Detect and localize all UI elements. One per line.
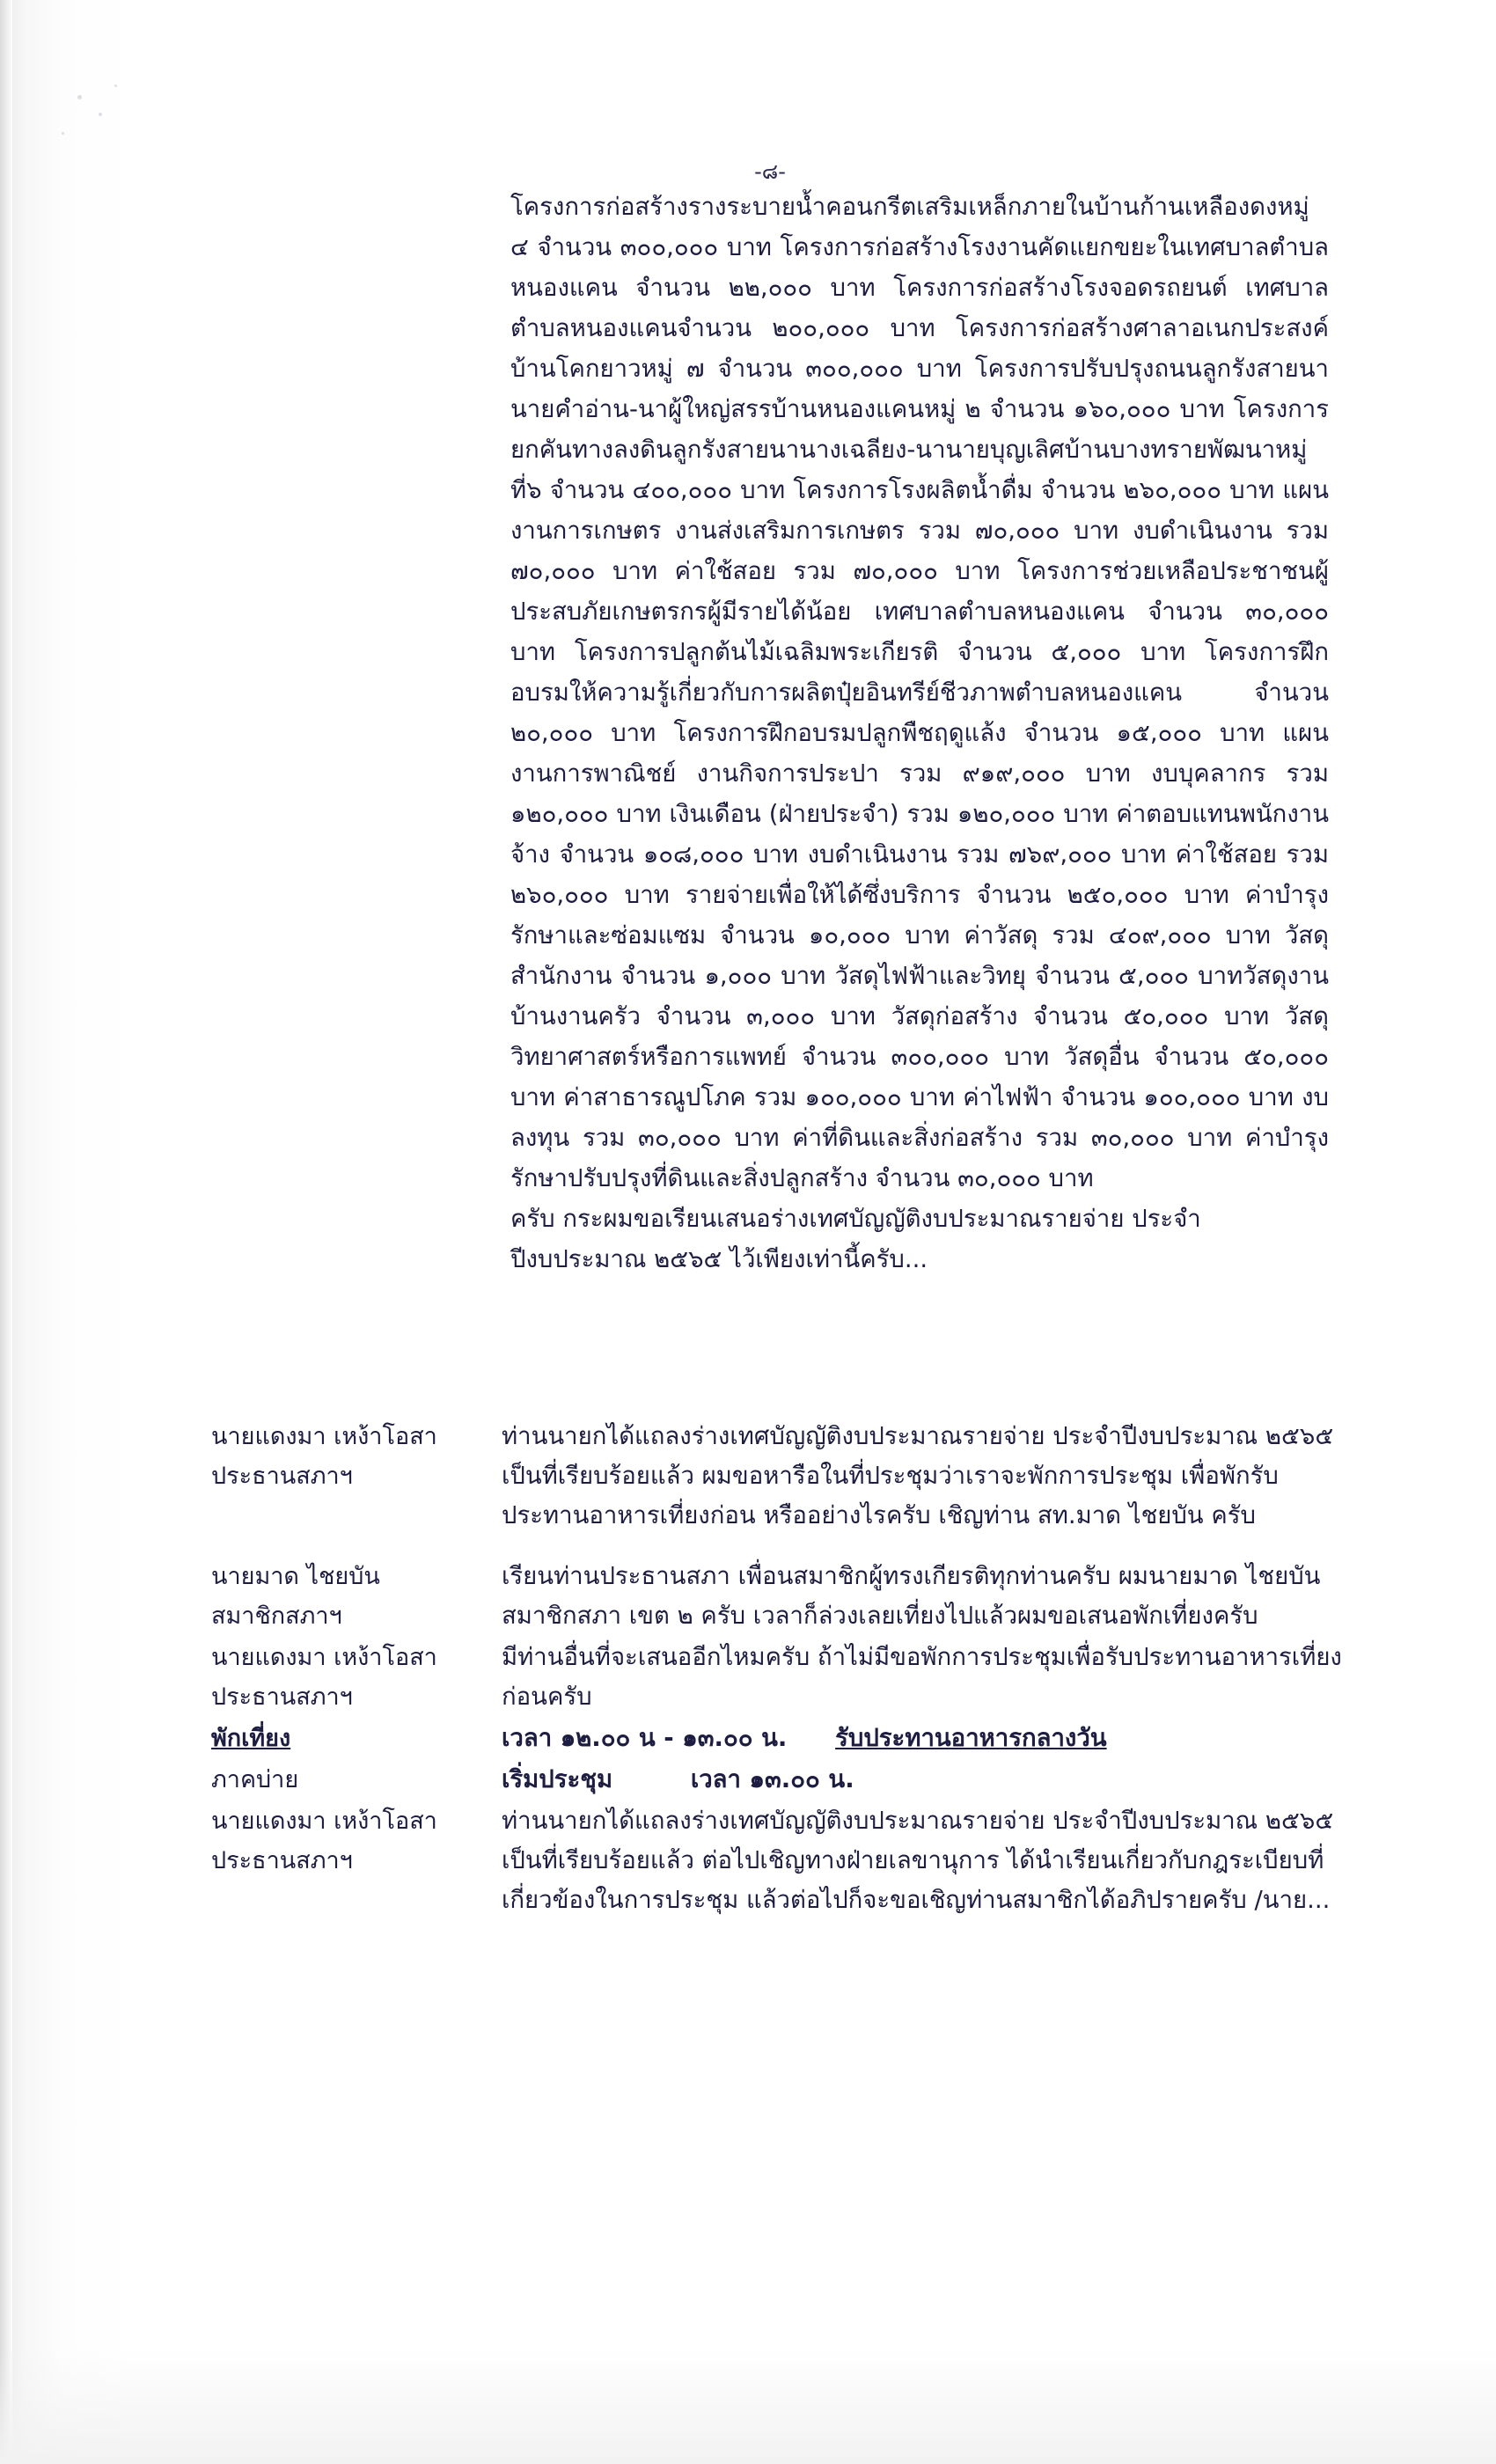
dialogue-row (211, 1417, 1346, 1536)
speaker-name: นายมาด ไชยบัน (211, 1563, 380, 1590)
lunch-break-row (211, 1719, 1346, 1758)
speech-text: ท่านนายกได้แถลงร่างเทศบัญญัติงบประมาณรายจ่าย ประจำปีงบประมาณ ๒๕๖๕ เป็นที่เรียบร้อยแล้ว ผมขอหารือในที่ประชุมว่าเราจะพักการประชุม เพื่อพักรับประทานอาหารเที่ยงก่อน หรืออย่างไรครับ เชิญท่าน สท.มาด ไชยบัน ครับ (502, 1422, 1334, 1529)
minutes-dialogue-list (211, 1417, 1346, 1922)
dialogue-row (211, 1638, 1346, 1717)
afternoon-label-block (211, 1760, 502, 1800)
afternoon-status: เริ่มประชุม (502, 1765, 613, 1793)
speaker-title: สมาชิกสภาฯ (211, 1602, 342, 1630)
speaker-name-block (211, 1557, 502, 1636)
speaker-name-block (211, 1801, 502, 1881)
scan-bottom-shadow (0, 2350, 1496, 2464)
row-spacer (211, 1537, 1346, 1557)
speaker-name: นายแดงมา เหง้าโอสา (211, 1644, 437, 1671)
lunch-break-time: เวลา ๑๒.๐๐ น - ๑๓.๐๐ น. (502, 1724, 788, 1752)
scan-speck (114, 84, 117, 87)
page-number (0, 154, 1496, 188)
speaker-name: นายแดงมา เหง้าโอสา (211, 1423, 437, 1450)
scan-speck (77, 95, 82, 99)
lunch-break-label: พักเที่ยง (211, 1725, 291, 1752)
speaker-title: ประธานสภาฯ (211, 1683, 353, 1711)
scan-speck (62, 132, 64, 135)
speech-text: มีท่านอื่นที่จะเสนออีกไหมครับ ถ้าไม่มีขอพักการประชุมเพื่อรับประทานอาหารเที่ยงก่อนครับ (502, 1643, 1342, 1711)
lunch-break-label-block (211, 1719, 502, 1758)
dialogue-row (211, 1801, 1346, 1920)
lunch-break-note: รับประทานอาหารกลางวัน (835, 1724, 1107, 1752)
afternoon-detail (502, 1760, 1346, 1800)
afternoon-time: เวลา ๑๓.๐๐ น. (690, 1765, 854, 1793)
budget-body-text (510, 187, 1329, 1280)
budget-paragraph-2: ครับ กระผมขอเรียนเสนอร่างเทศบัญญัติงบประมาณรายจ่าย ประจำปีงบประมาณ ๒๕๖๕ ไว้เพียงเท่านี้ครับ... (510, 1205, 1201, 1273)
scan-speck (99, 113, 102, 116)
speaker-name-block (211, 1638, 502, 1717)
dialogue-row (211, 1557, 1346, 1636)
afternoon-label: ภาคบ่าย (211, 1766, 299, 1793)
speaker-title: ประธานสภาฯ (211, 1463, 353, 1490)
lunch-break-detail (502, 1719, 1346, 1758)
page-number-text: -๘- (754, 159, 786, 184)
budget-paragraph-1: โครงการก่อสร้างรางระบายน้ำคอนกรีตเสริมเหล็กภายในบ้านก้านเหลืองดงหมู่ ๔ จำนวน ๓๐๐,๐๐๐ บาท โครงการก่อสร้างโรงงานคัดแยกขยะในเทศบาลตำบลหนองแคน จำนวน ๒๒,๐๐๐ บาท โครงการก่อสร้างโรงจอดรถยนต์ เทศบาลตำบลหนองแคนจำนวน ๒๐๐,๐๐๐ บาท โครงการก่อสร้างศาลาอเนกประสงค์ บ้านโคกยาวหมู่ ๗ จำนวน ๓๐๐,๐๐๐ บาท โครงการปรับปรุงถนนลูกรังสายนานายคำอ่าน-นาผู้ใหญ่สรรบ้านหนองแคนหมู่ ๒ จำนวน ๑๖๐,๐๐๐ บาท โครงการยกคันทางลงดินลูกรังสายนานางเฉลียง-นานายบุญเลิศบ้านบางทรายพัฒนาหมู่ที่๖ จำนวน ๔๐๐,๐๐๐ บาท โครงการโรงผลิตน้ำดื่ม จำนวน ๒๖๐,๐๐๐ บาท แผนงานการเกษตร งานส่งเสริมการเกษตร รวม ๗๐,๐๐๐ บาท งบดำเนินงาน รวม ๗๐,๐๐๐ บาท ค่าใช้สอย รวม ๗๐,๐๐๐ บาท โครงการช่วยเหลือประชาชนผู้ประสบภัยเกษตรกรผู้มีรายได้น้อย เทศบาลตำบลหนองแคน จำนวน ๓๐,๐๐๐ บาท โครงการปลูกต้นไม้เฉลิมพระเกียรติ จำนวน ๕,๐๐๐ บาท โครงการฝึกอบรมให้ความรู้เกี่ยวกับการผลิตปุ๋ยอินทรีย์ชีวภาพตำบลหนองแคน จำนวน ๒๐,๐๐๐ บาท โครงการฝึกอบรมปลูกพืชฤดูแล้ง จำนวน ๑๕,๐๐๐ บาท แผนงานการพาณิชย์ งานกิจการประปา รวม ๙๑๙,๐๐๐ บาท งบบุคลากร รวม ๑๒๐,๐๐๐ บาท เงินเดือน (ฝ่ายประจำ) รวม ๑๒๐,๐๐๐ บาท ค่าตอบแทนพนักงานจ้าง จำนวน ๑๐๘,๐๐๐ บาท งบดำเนินงาน รวม ๗๖๙,๐๐๐ บาท ค่าใช้สอย รวม ๒๖๐,๐๐๐ บาท รายจ่ายเพื่อให้ได้ซึ่งบริการ จำนวน ๒๕๐,๐๐๐ บาท ค่าบำรุงรักษาและซ่อมแซม จำนวน ๑๐,๐๐๐ บาท ค่าวัสดุ รวม ๔๐๙,๐๐๐ บาท วัสดุสำนักงาน จำนวน ๑,๐๐๐ บาท วัสดุไฟฟ้าและวิทยุ จำนวน ๕,๐๐๐ บาทวัสดุงานบ้านงานครัว จำนวน ๓,๐๐๐ บาท วัสดุก่อสร้าง จำนวน ๕๐,๐๐๐ บาท วัสดุวิทยาศาสตร์หรือการแพทย์ จำนวน ๓๐๐,๐๐๐ บาท วัสดุอื่น จำนวน ๕๐,๐๐๐ บาท ค่าสาธารณูปโภค รวม ๑๐๐,๐๐๐ บาท ค่าไฟฟ้า จำนวน ๑๐๐,๐๐๐ บาท งบลงทุน รวม ๓๐,๐๐๐ บาท ค่าที่ดินและสิ่งก่อสร้าง รวม ๓๐,๐๐๐ บาท ค่าบำรุงรักษาปรับปรุงที่ดินและสิ่งปลูกสร้าง จำนวน ๓๐,๐๐๐ บาท (510, 193, 1329, 1192)
paper-left-edge (0, 0, 12, 2464)
speaker-title: ประธานสภาฯ (211, 1847, 353, 1874)
speaker-name: นายแดงมา เหง้าโอสา (211, 1808, 437, 1835)
speech-text: เรียนท่านประธานสภา เพื่อนสมาชิกผู้ทรงเกียรติทุกท่านครับ ผมนายมาด ไชยบัน สมาชิกสภา เขต ๒ ครับ เวลาก็ล่วงเลยเที่ยงไปแล้วผมขอเสนอพักเที่ยงครับ (502, 1562, 1321, 1630)
afternoon-session-row (211, 1760, 1346, 1800)
speaker-name-block (211, 1417, 502, 1496)
speech-text: ท่านนายกได้แถลงร่างเทศบัญญัติงบประมาณรายจ่าย ประจำปีงบประมาณ ๒๕๖๕ เป็นที่เรียบร้อยแล้ว ต่อไปเชิญทางฝ่ายเลขานุการ ได้นำเรียนเกี่ยวกับกฎระเบียบที่เกี่ยวข้องในการประชุม แล้วต่อไปก็จะขอเชิญท่านสมาชิกได้อภิปรายครับ /นาย... (502, 1807, 1334, 1914)
